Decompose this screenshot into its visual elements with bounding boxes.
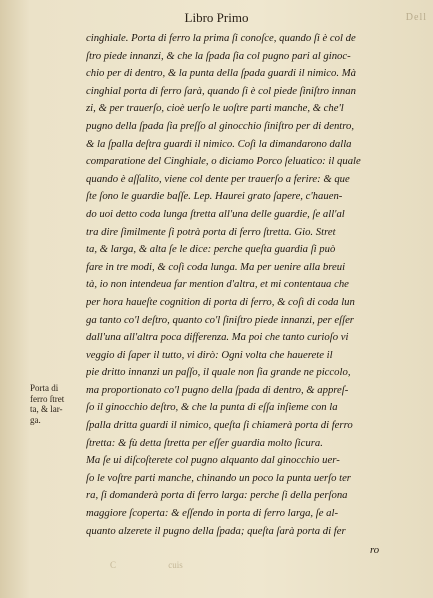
text-line: per hora haueſte cognition di porta di ferro, & coſì di coda lun xyxy=(86,295,355,308)
text-line: ta, & larga, & alta ſe le dice: perche queſta guardia ſi può xyxy=(86,243,336,256)
text-line: maggiore ſcoperta: & eſſendo in porta di ferro larga, ſe al- xyxy=(86,507,339,520)
show-through-bottom xyxy=(110,560,233,570)
catchword: ro xyxy=(370,544,380,556)
text-line: ga tanto co'l deſtro, quanto co'l ſiniſtro piede innanzi, per eſſer xyxy=(86,313,354,326)
text-line: dall'una all'altra poca differenza. Ma poi che tanto curioſo vi xyxy=(86,331,349,344)
show-through-fragment: cuis xyxy=(168,560,183,570)
text-line: ſpalla dritta guardi il nimico, queſta ſi chiamerà porta di ferro xyxy=(86,419,353,432)
text-line: veggio di ſaper il tutto, vi dirò: Ogni volta che hauerete il xyxy=(86,348,333,361)
marginal-note xyxy=(30,383,84,425)
body-text xyxy=(86,30,404,540)
text-line: chio per di dentro, & la punta della ſpada guardi il nimico. Mà xyxy=(86,67,356,80)
text-line: cinghiale. Porta di ferro la prima ſi conoſce, quando ſi è col de xyxy=(86,32,356,44)
text-line: do uoi detto coda lunga ſtretta all'una delle guardie, ſe all'al xyxy=(86,207,345,220)
text-line: quanto alzerete il pugno della ſpada; queſta ſarà porta di fer xyxy=(86,524,346,537)
text-line: ſo il ginocchio deſtro, & che la punta di eſſa inſieme con la xyxy=(86,401,338,414)
text-line: pie dritto innanzi un paſſo, il quale non ſia grande ne piccolo, xyxy=(86,366,351,379)
text-line: cinghial porta di ferro ſarà, quando ſi è col piede ſiniſtro innan xyxy=(86,84,356,97)
marginal-note-line: ta, & lar- xyxy=(30,404,63,414)
text-line: tra dire ſimilmente ſi potrà porta di ferro ſtretta. Gio. Stret xyxy=(86,225,336,238)
text-line: pugno della ſpada ſia preſſo al ginocchio ſiniſtro per di dentro, xyxy=(86,119,355,132)
text-line: quando è aſſalito, viene col dente per trauerſo a ferire: & que xyxy=(86,172,350,185)
text-line: ſo le voſtre parti manche, chinando un poco la punta uerſo ter xyxy=(86,471,351,484)
text-line: ſte ſono le guardie baſſe. Lep. Haurei grato ſapere, c'hauen- xyxy=(86,190,343,203)
text-line: ſtretta: & fù detta ſtretta per eſſer guardia molto ſicura. xyxy=(86,436,323,449)
text-line: & la ſpalla deſtra guardi il nimico. Coſì la dimandarono dalla xyxy=(86,137,352,150)
text-line: fare in tre modi, & coſì coda lunga. Ma per uenire alla breui xyxy=(86,260,346,273)
text-line: ma proportionato co'l pugno della ſpada di dentro, & appreſ- xyxy=(86,383,349,396)
marginal-note-line: ferro ſtret xyxy=(30,393,65,404)
marginal-note-line: Porta di xyxy=(30,383,59,393)
running-header: Libro Primo xyxy=(184,10,249,25)
text-line: Ma ſe ui diſcoſterete col pugno alquanto dal ginocchio uer- xyxy=(86,454,340,467)
text-line: ſtro piede innanzi, & che la ſpada ſia col pugno pari al ginoc- xyxy=(86,49,351,62)
show-through-fragment: C xyxy=(110,560,117,570)
marginal-note-line: ga. xyxy=(30,414,41,425)
text-line: tà, io non intendeua far mention d'altra, et mi contentaua che xyxy=(86,278,349,291)
text-line: ra, ſi domanderà porta di ferro larga: perche ſi della perſona xyxy=(86,489,348,502)
text-line: comparatione del Cinghiale, o diciamo Porco ſeluatico: il quale xyxy=(86,155,361,168)
show-through-text: Dell xyxy=(405,12,427,23)
text-line: zi, & per trauerſo, cioè uerſo le uoſtre parti manche, & che'l xyxy=(86,102,344,115)
